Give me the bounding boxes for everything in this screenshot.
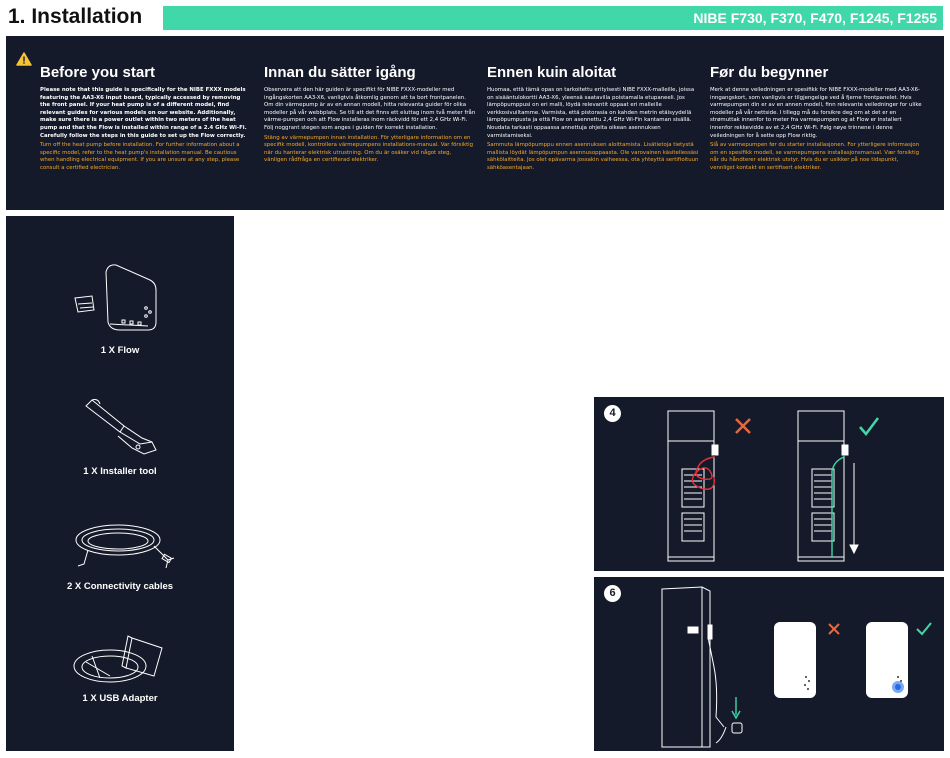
intro-column-no bbox=[710, 64, 922, 175]
contents-item-label: 1 X Flow bbox=[100, 345, 140, 356]
intro-heading: Ennen kuin aloitat bbox=[487, 64, 617, 81]
contents-item-label: 1 X USB Adapter bbox=[82, 693, 158, 704]
intro-body: Merk at denne veiledningen er spesifikk for NIBE FXXX-modeller med AA3-X6-inngangskort, som vanligvis er tilgjengelige ved å fjerne frontpanelet. Hvis varmepumpen din er av en annen modell, finn relevante veiledninger for ulike modeller på vår nettside. I tillegg må du forsikre deg om at det er en strømuttak innenfor to meter fra varmepumpen og at Flow er installert innenfor rekkevidde av et 2,4 GHz Wi-Fi. Følg nøye trinnene i denne veiledningen for å sette opp Flow riktig. bbox=[710, 87, 922, 139]
intro-body: Huomaa, että tämä opas on tarkoitettu erityisesti NIBE FXXX-malleille, joissa on sisääntulokortti AA3-X6, yleensä saatavilla poistamalla etupaneeli. Jos lämpöpumppusi on eri malli, löydä relevantit oppaat eri malleille verkkosivuiltamme. Varmista, että pistorasia on kahden metrin etäisyydellä lämpöpumpusta ja että Flow on asennettu 2,4 GHz Wi-Fin kantaman sisällä. Noudata tarkasti oppaassa annettuja ohjeita oikean asennuksen varmistamiseksi. bbox=[487, 87, 695, 139]
usb-adapter-icon bbox=[70, 624, 176, 694]
flow-device-icon bbox=[70, 260, 170, 338]
step-6-illustration bbox=[594, 577, 944, 751]
step-4-panel bbox=[594, 397, 944, 571]
check-icon bbox=[917, 623, 931, 634]
page-title: 1. Installation bbox=[8, 5, 143, 28]
step-6-panel bbox=[594, 577, 944, 751]
step-4-illustration bbox=[594, 397, 944, 571]
intro-body: Observera att den här guiden är specifikt för NIBE FXXX-modeller med ingångskorten AA3-X6, vanligtvis åtkomlig genom att ta bort frontpanelen. Om din värmepump är av en annan modell, hitta relevanta guider för olika modeller på vår webbplats. Se till att det finns ett eluttag inom två meter från värme-pumpen och att Flow installeras inom räckvidd för ett 2,4 GHz Wi-Fi. Följ noggrant stegen som anges i guiden för korrekt installation. bbox=[264, 87, 476, 131]
step-number: 6 bbox=[604, 585, 621, 602]
intro-column-en bbox=[40, 64, 252, 175]
package-contents-panel bbox=[6, 216, 234, 751]
intro-heading: Før du begynner bbox=[710, 64, 829, 81]
models-banner: NIBE F730, F370, F470, F1245, F1255 bbox=[163, 6, 943, 30]
intro-warning: Turn off the heat pump before installation. For further information about a specific model, refer to the heat pump's installation manual. Be cautious when handling electrical equipment. If you are unsure at any step, please consult a certified electrician. bbox=[40, 142, 240, 171]
check-icon bbox=[860, 418, 878, 434]
intro-column-fi bbox=[487, 64, 699, 175]
warning-icon bbox=[16, 52, 32, 66]
cross-icon bbox=[736, 419, 750, 433]
cross-icon bbox=[829, 624, 839, 634]
intro-heading: Innan du sätter igång bbox=[264, 64, 416, 81]
intro-warning: Sammuta lämpöpumppu ennen asennuksen aloittamista. Lisätietoja tietystä mallista löydät lämpöpumpun asennusoppaasta. Ole varovainen käsitellessäsi sähkölaitteita. Jos olet epävarma jossakin vaiheessa, ota yhteyttä sertifioituun sähköasentajaan. bbox=[487, 142, 699, 171]
installer-tool-icon bbox=[78, 392, 164, 458]
contents-item-label: 1 X Installer tool bbox=[83, 466, 157, 477]
step-number: 4 bbox=[604, 405, 621, 422]
intro-warning: Slå av varmepumpen før du starter installasjonen. For ytterligere informasjon om en spesifikk modell, se varmepumpens installasjonsmanual. Vær forsiktig når du håndterer elektrisk utstyr. Hvis du er usikker på noe tidspunkt, vennligst kontakt en sertifisert elektriker. bbox=[710, 142, 920, 171]
intro-column-sv bbox=[264, 64, 476, 167]
intro-heading: Before you start bbox=[40, 64, 156, 81]
intro-body: Please note that this guide is specifically for the NIBE FXXX models featuring the AA3-X6 input board, typically accessed by removing the front panel. If your heat pump is of a different model, find relevant guides for various models on our website. Additionally, make sure there is a power outlet within two meters of the heat pump and that the Flow is installed within range of a 2.4 GHz Wi-Fi. Carefully follow the steps in this guide to set up the Flow correctly. bbox=[40, 87, 247, 139]
contents-item-label: 2 X Connectivity cables bbox=[66, 581, 174, 592]
cable-icon bbox=[68, 514, 178, 574]
intro-warning: Stäng av värmepumpen innan installation. För ytterligare information om en specifik modell, kontrollera värmepumpens installations-manual. Var försiktig när du hanterar elektrisk utrustning. Om du är osäker vid något steg, vänligen rådfråga en certifierad elektriker. bbox=[264, 134, 474, 164]
intro-panel bbox=[6, 36, 944, 210]
